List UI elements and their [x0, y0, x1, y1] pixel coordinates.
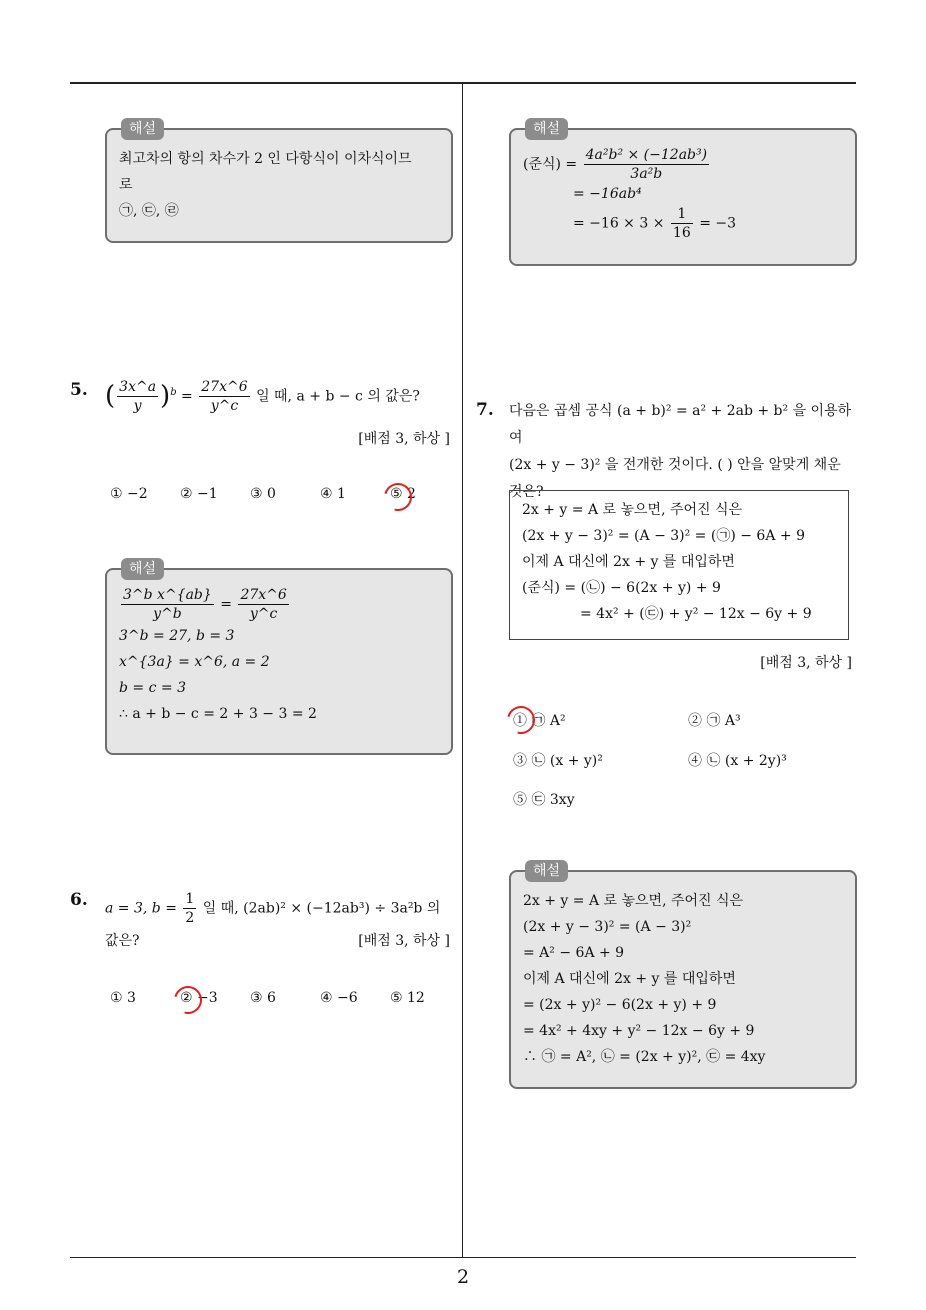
solution-line: 2x + y = A 로 놓으면, 주어진 식은 [523, 893, 744, 909]
choice-4[interactable]: ④ 1 [320, 486, 346, 502]
solution-line: 3^b = 27, b = 3 [119, 628, 235, 644]
solution-tag: 해설 [121, 118, 164, 140]
solution-line: = (2x + y)² − 6(2x + y) + 9 [523, 997, 717, 1013]
question-5-text: ( $\frac{3x\^{}a}{y}$ )$^b$ = $\frac{27x\^{}6}{y\^{}c}$ 일 때, a + b − c 의 값은? [105, 379, 420, 414]
bottom-rule [70, 1257, 856, 1258]
choice-2[interactable]: ② −3 [180, 990, 218, 1006]
solution-line: 최고차의 항의 차수가 2 인 다항식이 이차식이므 [119, 151, 412, 167]
solution-line: b = c = 3 [119, 680, 186, 696]
choice-2[interactable]: ② −1 [180, 486, 218, 502]
answer-mark [379, 478, 417, 516]
choice-5[interactable]: ⑤ ㉢ 3xy [513, 792, 575, 808]
solution-line: (준식) = $\frac{\text{4a²b² × (−12ab³)}}{\text{3a²b}}$ [523, 147, 708, 182]
answer-mark [502, 701, 540, 739]
box-line: 이제 A 대신에 2x + y 를 대입하면 [522, 554, 735, 570]
choice-1[interactable]: ① ㉠ A² [513, 713, 566, 729]
choice-3[interactable]: ③ 6 [250, 990, 276, 1006]
box-line: (준식) = (㉡) − 6(2x + y) + 9 [522, 580, 721, 596]
page-number: 2 [456, 1266, 470, 1288]
question-number: 7. [476, 400, 494, 420]
solution-line: ∴ ㉠ = A², ㉡ = (2x + y)², ㉢ = 4xy [523, 1049, 766, 1065]
solution-box-q6 [509, 121, 857, 266]
solution-line: x^{3a} = x^6, a = 2 [119, 654, 270, 670]
solution-tag: 해설 [121, 558, 164, 580]
box-line: (2x + y − 3)² = (A − 3)² = (㉠) − 6A + 9 [522, 528, 805, 544]
question-number: 6. [70, 890, 88, 910]
choice-5[interactable]: ⑤ 12 [390, 990, 425, 1006]
choice-2[interactable]: ② ㉠ A³ [688, 713, 741, 729]
question-6-text-2: 값은? [105, 933, 140, 949]
solution-line: ∴ a + b − c = 2 + 3 − 3 = 2 [119, 706, 317, 722]
choice-3[interactable]: ③ ㉡ (x + y)² [513, 753, 603, 769]
solution-line: 이제 A 대신에 2x + y 를 대입하면 [523, 971, 736, 987]
problem-box [509, 490, 849, 640]
solution-line: ㉠, ㉢, ㉣ [119, 203, 179, 219]
solution-line: = −16 × 3 × $\frac{1}{16}$ = −3 [573, 206, 737, 241]
question-7-text: 다음은 곱셈 공식 (a + b)² = a² + 2ab + b² 을 이용하여 (2x + y − 3)² 을 전개한 것이다. ( ) 안을 알맞게 채운 것은? [509, 403, 852, 500]
solution-box-q5 [105, 561, 453, 755]
box-line: = 4x² + (㉢) + y² − 12x − 6y + 9 [580, 606, 812, 622]
solution-box-q4 [105, 121, 453, 243]
points-label: [배점 3, 하상 ] [358, 933, 450, 949]
solution-tag: 해설 [525, 860, 568, 882]
solution-line: (2x + y − 3)² = (A − 3)² [523, 919, 692, 935]
solution-line: = −16ab⁴ [573, 186, 642, 202]
choice-4[interactable]: ④ ㉡ (x + 2y)³ [688, 753, 787, 769]
solution-line: = A² − 6A + 9 [523, 945, 625, 961]
points-label: [배점 3, 하상 ] [358, 431, 450, 447]
box-line: 2x + y = A 로 놓으면, 주어진 식은 [522, 502, 743, 518]
answer-mark [169, 981, 207, 1019]
question-number: 5. [70, 380, 88, 400]
choice-1[interactable]: ① −2 [110, 486, 148, 502]
solution-line: 로 [119, 177, 133, 193]
column-divider [462, 83, 463, 1258]
top-rule [70, 82, 856, 84]
question-6-text: a = 3, b = $\frac{1}{2}$ 일 때, (2ab)² × (−12ab³) ÷ 3a²b 의 [105, 891, 441, 926]
solution-tag: 해설 [525, 118, 568, 140]
solution-box-q7 [509, 863, 857, 1089]
choice-5[interactable]: ⑤ 2 [390, 486, 416, 502]
choice-3[interactable]: ③ 0 [250, 486, 276, 502]
solution-line: = 4x² + 4xy + y² − 12x − 6y + 9 [523, 1023, 755, 1039]
points-label: [배점 3, 하상 ] [760, 655, 852, 671]
solution-line: $\frac{\text{3\textasciicircum{}b x\textasciicircum{}\{ab\}}}{y\^{}b}$ = $\frac{27x\^{}6}{y\^{}c}$ [123, 587, 287, 622]
choice-1[interactable]: ① 3 [110, 990, 136, 1006]
choice-4[interactable]: ④ −6 [320, 990, 358, 1006]
